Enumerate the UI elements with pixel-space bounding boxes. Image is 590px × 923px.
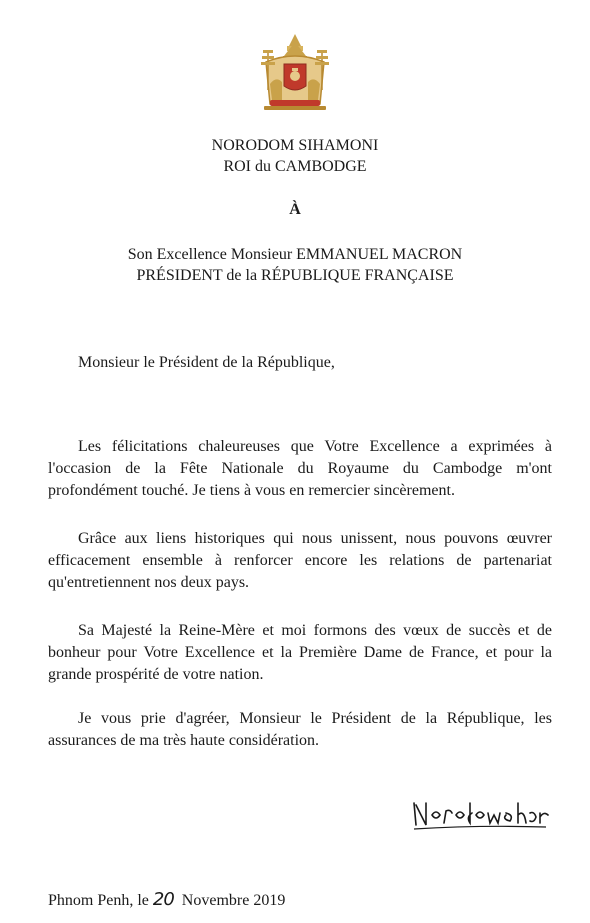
paragraph-wishes: Sa Majesté la Reine-Mère et moi formons des vœux de succès et de bonheur pour Votre Excellence et la Première Dame de France, et pour la grande prospérité de votre nation. — [48, 622, 552, 683]
sender-name: NORODOM SIHAMONI — [211, 137, 379, 154]
paragraph-thanks: Les félicitations chaleureuses que Votre Excellence a exprimées à l'occasion de la Fête Nationale du Royaume du Cambodge m'ont profondément touché. Je tiens à vous en remercier sincèrement. — [48, 438, 552, 499]
royal-coat-of-arms-icon — [256, 32, 334, 112]
addressee-marker: À — [289, 201, 301, 218]
closing-place: Phnom Penh, le — [48, 892, 149, 909]
salutation: Monsieur le Président de la République, — [78, 354, 335, 371]
paragraph-partnership: Grâce aux liens historiques qui nous unissent, nous pouvons œuvrer efficacement ensemble à renforcer encore les relations de partenariat qu'entretiennent nos deux pays. — [48, 530, 552, 591]
place-and-date — [48, 889, 285, 910]
recipient-title: PRÉSIDENT de la RÉPUBLIQUE FRANÇAISE — [136, 267, 454, 284]
paragraph-closing-formula: Je vous prie d'agréer, Monsieur le Président de la République, les assurances de ma très haute considération. — [48, 710, 552, 749]
handwritten-day: 20 — [152, 889, 174, 910]
signature-icon — [410, 795, 550, 835]
sender-title: ROI du CAMBODGE — [223, 158, 367, 175]
recipient-name: Son Excellence Monsieur EMMANUEL MACRON — [127, 246, 463, 263]
closing-month-year: Novembre 2019 — [181, 892, 286, 909]
